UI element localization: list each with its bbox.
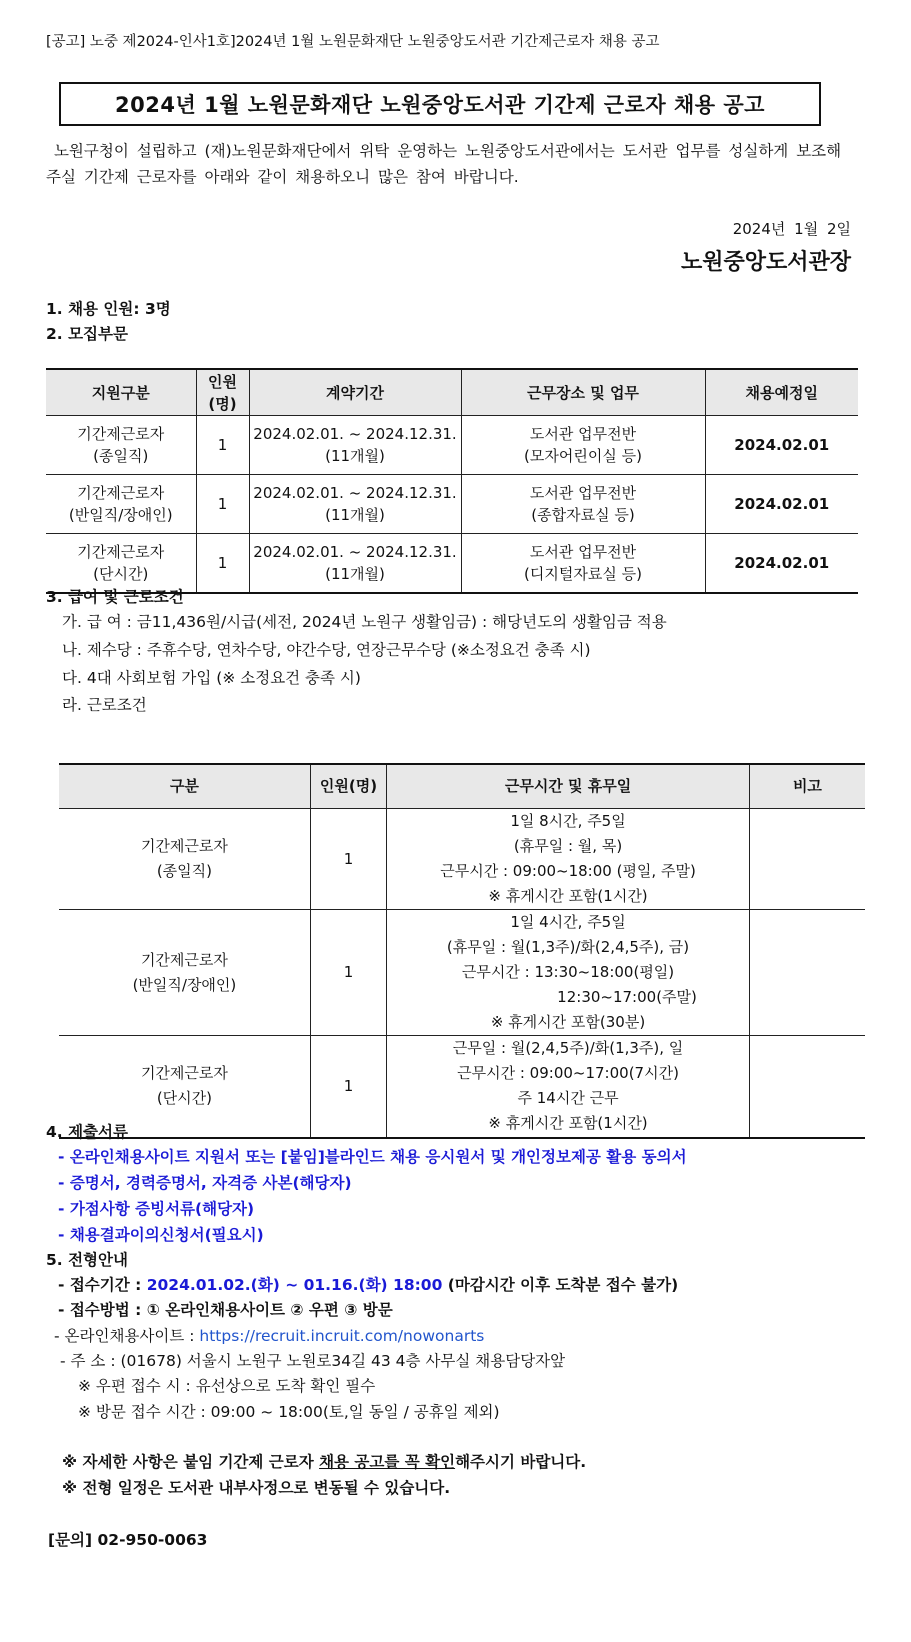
col-header: 근무장소 및 업무 bbox=[461, 369, 705, 416]
recruitment-table bbox=[46, 368, 858, 594]
hours-line: 근무일 : 월(2,4,5주)/화(1,3주), 일 bbox=[452, 1039, 684, 1058]
doc-item-objection: - 채용결과이의신청서(필요시) bbox=[58, 1226, 264, 1244]
allowance-line: 나. 제수당 : 주휴수당, 연차수당, 야간수당, 연장근무수당 (※소정요건 충족 시) bbox=[62, 641, 591, 659]
headcount-cell: 1 bbox=[310, 1036, 386, 1138]
notice-schedule-change: ※ 전형 일정은 도서관 내부사정으로 변동될 수 있습니다. bbox=[62, 1479, 451, 1497]
workplace-duty-cell: 도서관 업무전반 (종합자료실 등) bbox=[461, 475, 705, 534]
notice-header-line: [공고] 노중 제2024-인사1호]2024년 1월 노원문화재단 노원중앙도서관 기간제근로자 채용 공고 bbox=[46, 34, 660, 50]
remarks-cell bbox=[749, 809, 865, 910]
hours-line: ※ 휴게시간 포함(30분) bbox=[490, 1013, 646, 1031]
hours-line: ※ 휴게시간 포함(1시간) bbox=[488, 1114, 648, 1133]
intro-paragraph bbox=[46, 138, 846, 190]
recruitment-table-header bbox=[46, 369, 858, 416]
col-header: 구분 bbox=[59, 764, 310, 809]
employment-type-cell: 기간제근로자 (반일직/장애인) bbox=[59, 910, 310, 1036]
hours-line: (휴무일 : 월, 목) bbox=[513, 837, 623, 855]
doc-item-bonus-proof: - 가점사항 증빙서류(해당자) bbox=[58, 1200, 255, 1218]
contract-period-cell: 2024.02.01. ~ 2024.12.31. (11개월) bbox=[249, 475, 461, 534]
working-conditions-table bbox=[59, 763, 865, 1139]
workplace-duty-cell: 도서관 업무전반 (디지털자료실 등) bbox=[461, 534, 705, 594]
workplace-duty-cell: 도서관 업무전반 (모자어린이실 등) bbox=[461, 416, 705, 475]
page-title-text: 2024년 1월 노원문화재단 노원중앙도서관 기간제 근로자 채용 공고 bbox=[115, 93, 765, 117]
hours-holidays-cell bbox=[387, 809, 750, 910]
intro-text: 노원구청이 설립하고 (재)노원문화재단에서 위탁 운영하는 노원중앙도서관에서는 도서관 업무를 성실하게 보조해주실 기간제 근로자를 아래와 같이 채용하오니 많은 참여 바랍니다. bbox=[46, 142, 842, 186]
doc-item-certificates: - 증명서, 경력증명서, 자격증 사본(해당자) bbox=[58, 1174, 352, 1192]
col-header: 채용예정일 bbox=[705, 369, 858, 416]
notice-check-underlined: 채용 공고를 꼭 확인 bbox=[319, 1453, 456, 1471]
remarks-cell bbox=[749, 1036, 865, 1138]
receipt-period-value: 2024.01.02.(화) ~ 01.16.(화) 18:00 bbox=[146, 1276, 443, 1294]
hours-line: 1일 4시간, 주5일 bbox=[510, 913, 626, 931]
hire-date-cell: 2024.02.01 bbox=[705, 416, 858, 475]
receipt-period bbox=[58, 1273, 678, 1295]
col-header: 인원(명) bbox=[310, 764, 386, 809]
conditions-label: 라. 근로조건 bbox=[62, 696, 147, 714]
online-site-link[interactable]: https://recruit.incruit.com/nowonarts bbox=[199, 1327, 485, 1345]
hours-line: (휴무일 : 월(1,3주)/화(2,4,5주), 금) bbox=[446, 938, 690, 956]
doc-item-application: - 온라인채용사이트 지원서 또는 [붙임]블라인드 채용 응시원서 및 개인정보제공 활용 동의서 bbox=[58, 1148, 687, 1166]
online-site-label: - 온라인채용사이트 : bbox=[54, 1327, 200, 1345]
hours-line: 주 14시간 근무 bbox=[517, 1089, 619, 1108]
headcount-cell: 1 bbox=[196, 416, 249, 475]
hours-holidays-cell bbox=[387, 910, 750, 1036]
section-3-heading: 3. 급여 및 근로조건 bbox=[46, 588, 184, 606]
hours-line: ※ 휴게시간 포함(1시간) bbox=[488, 887, 648, 905]
hours-line: 근무시간 : 13:30~18:00(평일) bbox=[461, 963, 675, 981]
notice-date: 2024년 1월 2일 bbox=[732, 220, 851, 238]
mail-note: ※ 우편 접수 시 : 유선상으로 도착 확인 필수 bbox=[78, 1377, 376, 1395]
online-site-line bbox=[54, 1324, 484, 1346]
table-row bbox=[46, 416, 858, 475]
issuer-name: 노원중앙도서관장 bbox=[680, 250, 851, 275]
headcount-cell: 1 bbox=[196, 534, 249, 594]
contract-period-cell: 2024.02.01. ~ 2024.12.31. (11개월) bbox=[249, 416, 461, 475]
hire-date-cell: 2024.02.01 bbox=[705, 534, 858, 594]
col-header: 비고 bbox=[749, 764, 865, 809]
page-title bbox=[59, 82, 821, 126]
col-header: 계약기간 bbox=[249, 369, 461, 416]
section-4-heading: 4. 제출서류 bbox=[46, 1123, 128, 1141]
receipt-method bbox=[58, 1298, 393, 1320]
hours-line: 근무시간 : 09:00~18:00 (평일, 주말) bbox=[440, 862, 696, 880]
hours-holidays-cell bbox=[387, 1036, 750, 1138]
table-row bbox=[59, 809, 865, 910]
hours-line: 12:30~17:00(주말) bbox=[557, 988, 697, 1006]
address-line: - 주 소 : (01678) 서울시 노원구 노원로34길 43 4층 사무실 채용담당자앞 bbox=[60, 1352, 566, 1370]
hours-line: 1일 8시간, 주5일 bbox=[510, 812, 626, 830]
hire-date-cell: 2024.02.01 bbox=[705, 475, 858, 534]
salary-line: 가. 급 여 : 금11,436원/시급(세전, 2024년 노원구 생활임금) : 해당년도의 생활임금 적용 bbox=[62, 613, 667, 631]
notice-check-pre: ※ 자세한 사항은 붙임 기간제 근로자 bbox=[62, 1453, 320, 1471]
table-row bbox=[59, 910, 865, 1036]
hours-line: 근무시간 : 09:00~17:00(7시간) bbox=[457, 1064, 679, 1083]
visit-note: ※ 방문 접수 시간 : 09:00 ~ 18:00(토,일 동일 / 공휴일 제외) bbox=[78, 1403, 500, 1421]
contact-phone: [문의] 02-950-0063 bbox=[48, 1531, 208, 1549]
recruit-type-cell: 기간제근로자 (반일직/장애인) bbox=[46, 475, 196, 534]
headcount-cell: 1 bbox=[196, 475, 249, 534]
headcount-cell: 1 bbox=[310, 809, 386, 910]
notice-check-posting bbox=[62, 1450, 586, 1472]
contract-period-cell: 2024.02.01. ~ 2024.12.31. (11개월) bbox=[249, 534, 461, 594]
recruit-type-cell: 기간제근로자 (종일직) bbox=[46, 416, 196, 475]
insurance-line: 다. 4대 사회보험 가입 (※ 소정요건 충족 시) bbox=[62, 669, 361, 687]
receipt-method-text: - 접수방법 : ① 온라인채용사이트 ② 우편 ③ 방문 bbox=[58, 1301, 393, 1319]
col-header: 지원구분 bbox=[46, 369, 196, 416]
section-1-hiring-count: 1. 채용 인원: 3명 bbox=[46, 300, 171, 318]
table-row bbox=[59, 1036, 865, 1138]
conditions-table-header bbox=[59, 764, 865, 809]
headcount-cell: 1 bbox=[310, 910, 386, 1036]
employment-type-cell: 기간제근로자 (단시간) bbox=[59, 1036, 310, 1138]
col-header: 인원 (명) bbox=[196, 369, 249, 416]
employment-type-cell: 기간제근로자 (종일직) bbox=[59, 809, 310, 910]
section-5-heading: 5. 전형안내 bbox=[46, 1251, 128, 1269]
remarks-cell bbox=[749, 910, 865, 1036]
recruit-type-cell: 기간제근로자 (단시간) bbox=[46, 534, 196, 594]
col-header: 근무시간 및 휴무일 bbox=[387, 764, 750, 809]
notice-check-post: 해주시기 바랍니다. bbox=[455, 1453, 587, 1471]
receipt-period-label: - 접수기간 : bbox=[58, 1276, 147, 1294]
receipt-period-note: (마감시간 이후 도착분 접수 불가) bbox=[442, 1276, 679, 1294]
table-row bbox=[46, 475, 858, 534]
section-2-heading: 2. 모집부문 bbox=[46, 325, 128, 343]
